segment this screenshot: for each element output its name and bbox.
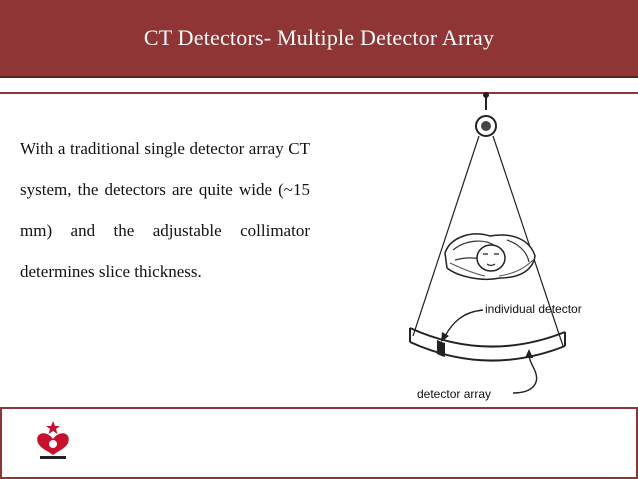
individual-detector-element (437, 340, 445, 357)
title-bar (0, 0, 638, 78)
arrow-individual-detector (441, 310, 483, 342)
label-individual-detector: individual detector (485, 302, 582, 316)
institution-logo (30, 417, 76, 463)
slide-title: CT Detectors- Multiple Detector Array (143, 25, 495, 50)
body-paragraph: With a traditional single detector array CT system, the detectors are quite wide (~15 mm) and the adjustable collimator determines slice thickness. (20, 139, 310, 281)
footer-box (0, 407, 638, 479)
xray-source-icon (476, 92, 496, 136)
ct-detector-diagram (395, 88, 625, 410)
patient-head-icon (445, 234, 535, 279)
label-detector-array: detector array (417, 387, 492, 401)
detector-array-arc (410, 328, 565, 361)
